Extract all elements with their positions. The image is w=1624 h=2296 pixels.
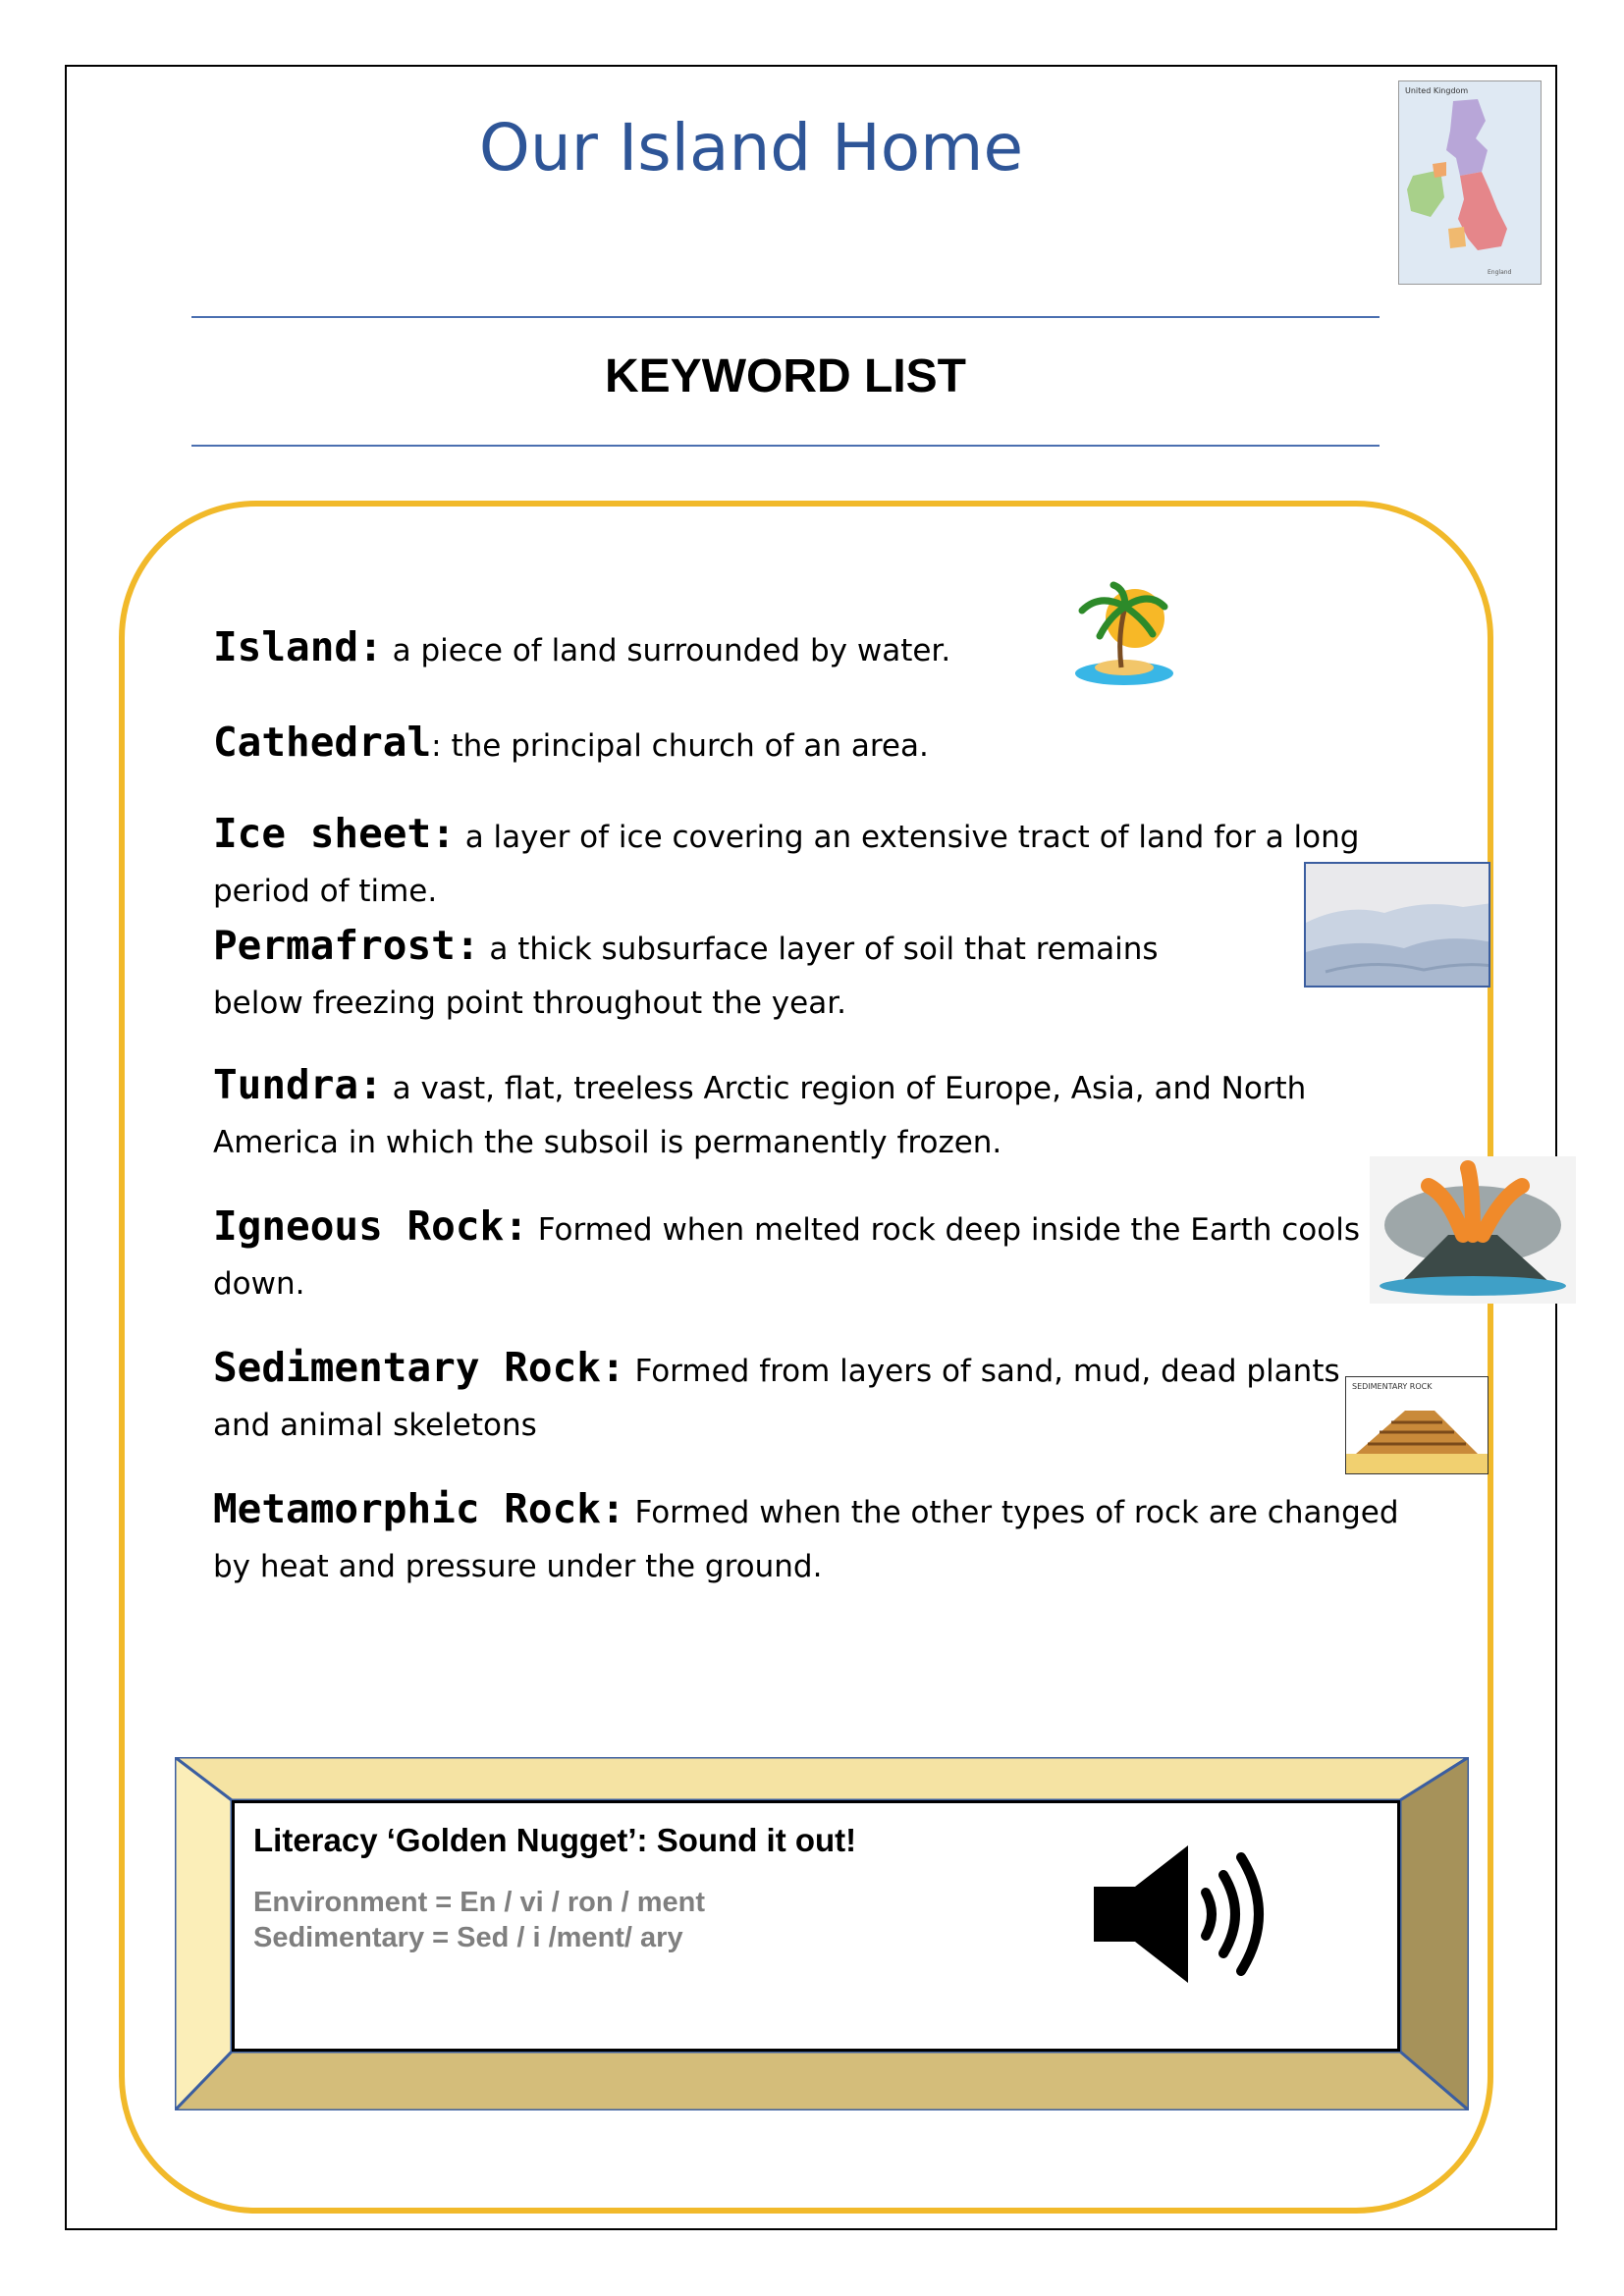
- volcano-image: [1370, 1156, 1576, 1304]
- keyword-term: Ice sheet:: [213, 810, 456, 857]
- keyword-cathedral: [213, 716, 1421, 774]
- ice-sheet-image: [1304, 862, 1490, 988]
- keyword-term: Igneous Rock:: [213, 1202, 528, 1250]
- keyword-ice-sheet: [213, 807, 1372, 919]
- keyword-term: Permafrost:: [213, 922, 480, 969]
- keyword-definition: Formed when the other types of rock are changed by heat and pressure under the ground.: [213, 1495, 1399, 1584]
- keyword-metamorphic-rock: [213, 1482, 1421, 1594]
- map-label: United Kingdom: [1405, 86, 1469, 95]
- bottom-rule: [191, 445, 1380, 447]
- keyword-term: Sedimentary Rock:: [213, 1344, 625, 1391]
- keyword-term: Cathedral: [213, 719, 432, 766]
- uk-map-image: [1398, 80, 1542, 285]
- keyword-term: Island:: [213, 623, 383, 670]
- sedimentary-rock-image: [1345, 1376, 1489, 1474]
- keyword-tundra: [213, 1058, 1362, 1170]
- keyword-definition: a vast, flat, treeless Arctic region of Europe, Asia, and North America in which the subsoil is permanently frozen.: [213, 1071, 1307, 1160]
- syllable-line-environment: Environment = En / vi / ron / ment: [253, 1887, 706, 1918]
- golden-nugget-title: Literacy ‘Golden Nugget’: Sound it out!: [253, 1822, 857, 1858]
- keyword-sedimentary-rock: [213, 1341, 1401, 1453]
- keyword-definition: : the principal church of an area.: [431, 728, 929, 764]
- keyword-permafrost: [213, 919, 1195, 1031]
- keyword-list: [213, 609, 1421, 1594]
- syllable-line-sedimentary: Sedimentary = Sed / i /ment/ ary: [253, 1922, 683, 1953]
- speaker-icon: [1090, 1836, 1276, 1993]
- keyword-list-heading: KEYWORD LIST: [605, 350, 966, 402]
- page-title: Our Island Home: [478, 110, 1024, 186]
- svg-text:England: England: [1488, 269, 1512, 276]
- keyword-definition: a piece of land surrounded by water.: [382, 633, 951, 668]
- keyword-definition: a layer of ice covering an extensive tract of land for a long period of time.: [213, 820, 1360, 909]
- sedimentary-label: SEDIMENTARY ROCK: [1352, 1382, 1433, 1391]
- keyword-definition: Formed when melted rock deep inside the Earth cools down.: [213, 1212, 1360, 1302]
- keyword-definition: Formed from layers of sand, mud, dead plants and animal skeletons: [213, 1354, 1340, 1443]
- keyword-definition: a thick subsurface layer of soil that remains below freezing point throughout the year.: [213, 932, 1159, 1021]
- island-image: [1070, 577, 1178, 695]
- top-rule: [191, 316, 1380, 318]
- keyword-island: [213, 620, 1421, 678]
- keyword-term: Metamorphic Rock:: [213, 1485, 625, 1532]
- keyword-igneous-rock: [213, 1200, 1381, 1311]
- keyword-term: Tundra:: [213, 1061, 383, 1108]
